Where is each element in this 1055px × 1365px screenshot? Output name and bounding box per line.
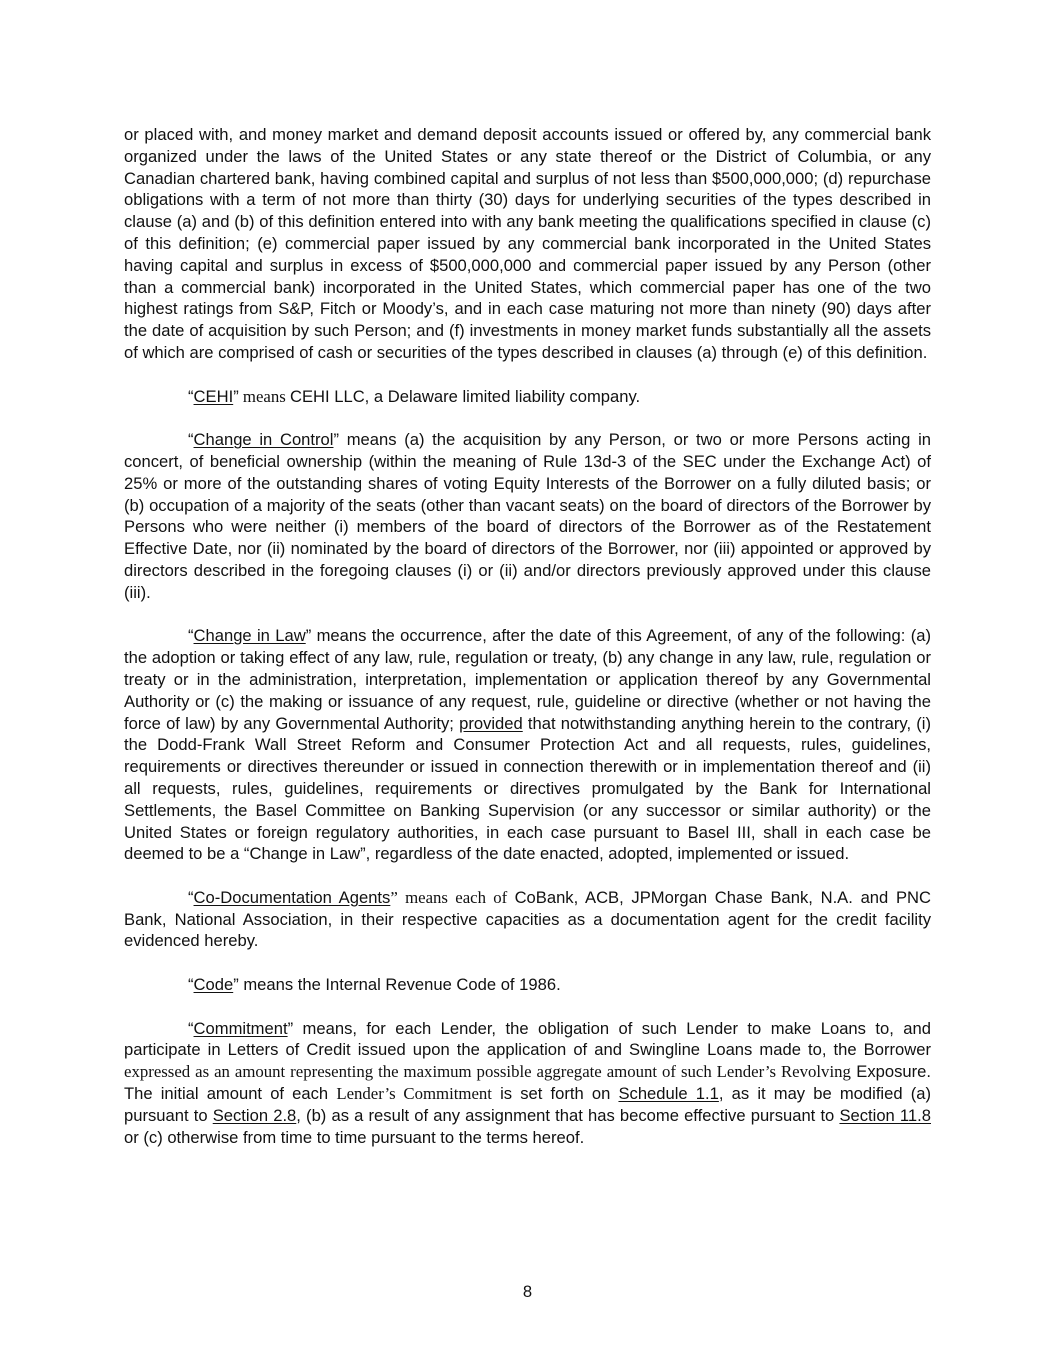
definition-text: ” means, for each Lender, the obligation of such Lender to make Loans to, and participate in Letters of Credit issued upon the application of and Swingline Loans made to, the Borrower (124, 1018, 931, 1060)
definition-text-2: Exposure. The initial amount of each (124, 1062, 931, 1104)
definition-text-5: , (b) as a result of any assignment that has become effective pursuant to (296, 1105, 840, 1125)
definition-text: CoBank, ACB, JPMorgan Chase Bank, N.A. and PNC Bank, National Association, in their respective capacities as a documentation agent for the credit facility evidenced hereby. (124, 887, 931, 951)
open-quote: “ (188, 626, 194, 646)
page-number: 8 (522, 1282, 533, 1301)
definition-text-serif: expressed as an amount representing the maximum possible aggregate amount of such Lender’s Revolving (124, 1062, 851, 1082)
close-quote: ” (233, 386, 239, 406)
definition-text-continued: that notwithstanding anything herein to the contrary, (i) the Dodd-Frank Wall Street Reform and Consumer Protection Act and all requests, rules, guidelines, requirements or directives thereunder or issued in connection therewith or in implementation thereof and (ii) all requests, rules, guidelines, requirements or directives promulgated by the Bank for International Settlements, the Basel Committee on Banking Supervision (or any successor or similar authority) or the United States or foreign regulatory authorities, in each case pursuant to Basel III, shall in each case be deemed to be a “Change in Law”, regardless of the date enacted, adopted, implemented or issued. (124, 713, 932, 864)
definition-commitment (124, 1018, 931, 1149)
means-text: ” means each of (390, 887, 515, 907)
definition-cehi (124, 386, 931, 408)
definition-text-serif-2: Lender’s Commitment (336, 1084, 492, 1104)
document-page (124, 124, 931, 1170)
defined-term-code: Code (193, 975, 234, 995)
definition-change-in-control (124, 429, 931, 603)
open-quote: “ (188, 975, 194, 995)
open-quote: “ (188, 887, 194, 907)
open-quote: “ (188, 386, 194, 406)
open-quote: “ (188, 430, 194, 450)
definition-text-4: , as it may be modified (a) pursuant to (124, 1084, 932, 1125)
defined-term-change-in-control: Change in Control (193, 430, 334, 450)
section-reference-11-8: Section 11.8 (839, 1105, 931, 1125)
schedule-reference: Schedule 1.1 (618, 1084, 719, 1104)
means-text: means (238, 386, 290, 406)
defined-term-co-documentation-agents: Co-Documentation Agents (193, 887, 391, 907)
definition-change-in-law (124, 625, 931, 865)
definition-text-6: or (c) otherwise from time to time pursuant to the terms hereof. (124, 1127, 585, 1147)
defined-term-change-in-law: Change in Law (193, 626, 306, 646)
definition-text: ” means (a) the acquisition by any Person, or two or more Persons acting in concert, of beneficial ownership (within the meaning of Rule 13d-3 of the SEC under the Exchange Act) of 25% or more of the outstanding shares of voting Equity Interests of the Borrower on a fully diluted basis; or (b) occupation of a majority of the seats (other than vacant seats) on the board of directors of the Borrower by Persons who were neither (i) members of the board of directors of the Borrower as of the Restatement Effective Date, nor (ii) nominated by the board of directors of the Borrower, nor (iii) appointed or approved by directors described in the foregoing clauses (i) or (ii) and/or directors previously approved under this clause (iii). (124, 430, 931, 602)
provided-keyword: provided (459, 713, 523, 733)
definition-text-3: is set forth on (491, 1084, 619, 1104)
section-reference-2-8: Section 2.8 (212, 1105, 297, 1125)
definition-text: ” means the occurrence, after the date of this Agreement, of any of the following: (a) the adoption or taking effect of any law, rule, regulation or treaty, (b) any change in any law, rule, regulation or treaty or in the administration, interpretation, implementation or application thereof by any Governmental Authority or (c) the making or issuance of any request, rule, guideline or directive (whether or not having the force of law) by any Governmental Authority; (124, 626, 931, 733)
definition-co-documentation-agents (124, 887, 931, 952)
definition-code (124, 974, 931, 996)
paragraph-cash-equivalents-continued: or placed with, and money market and demand deposit accounts issued or offered by, any commercial bank organized under the laws of the United States or any state thereof or the District of Columbia, or any Canadian chartered bank, having combined capital and surplus of not less than $500,000,000; (d) repurchase obligations with a term of not more than thirty (30) days for underlying securities of the types described in clause (a) and (b) of this definition entered into with any bank meeting the qualifications specified in clause (c) of this definition; (e) commercial paper issued by any commercial bank incorporated in the United States having capital and surplus in excess of $500,000,000 and commercial paper issued by any Person (other than a commercial bank) incorporated in the United States, which commercial paper has one of the two highest ratings from S&P, Fitch or Moody’s, and in each case maturing not more than ninety (90) days after the date of acquisition by such Person; and (f) investments in money market funds substantially all the assets of which are comprised of cash or securities of the types described in clauses (a) through (e) of this definition. (124, 125, 931, 362)
definition-text: ” means the Internal Revenue Code of 1986. (233, 975, 561, 995)
defined-term-commitment: Commitment (193, 1018, 288, 1038)
definition-text: CEHI LLC, a Delaware limited liability company. (289, 386, 641, 406)
open-quote: “ (188, 1018, 194, 1038)
defined-term-cehi: CEHI (193, 386, 234, 406)
